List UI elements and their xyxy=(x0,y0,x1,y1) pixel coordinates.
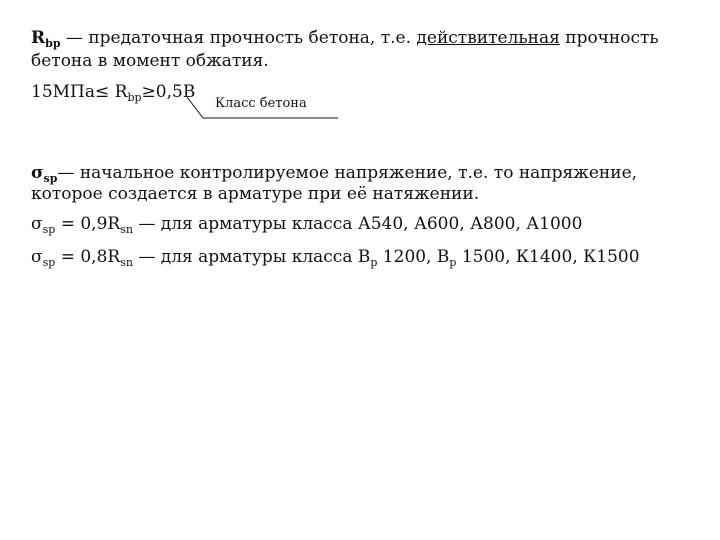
rbp-symbol-subscript: bp xyxy=(45,37,61,50)
formula1-sigma: σ xyxy=(31,214,43,234)
formula2-equation: = 0,8R xyxy=(55,247,121,267)
formula2-bp1-subscript: р xyxy=(370,256,378,269)
formula-0-8 xyxy=(31,247,640,267)
concrete-class-callout: Класс бетона xyxy=(215,96,307,111)
formula2-bp2-subscript: р xyxy=(449,256,457,269)
rbp-definition-text: — предаточная прочность бетона, т.е. xyxy=(60,28,417,48)
formula1-equation: = 0,9R xyxy=(55,214,121,234)
range-formula-left: 15МПа≤ R xyxy=(31,82,128,102)
range-formula-subscript: bp xyxy=(127,91,142,104)
formula2-text-c: 1500, К1400, К1500 xyxy=(456,247,640,267)
formula1-r-subscript: sn xyxy=(120,223,133,236)
formula2-text-a: — для арматуры класса В xyxy=(132,247,371,267)
formula2-sigma: σ xyxy=(31,247,43,267)
range-formula-right: ≥0,5B xyxy=(141,82,196,102)
sigma-definition-line1 xyxy=(31,163,637,183)
sigma-definition-line2: которое создается в арматуре при её натяжении. xyxy=(31,184,480,204)
formula2-text-b: 1200, В xyxy=(377,247,450,267)
sigma-definition-text: — начальное контролируемое напряжение, т.е. то напряжение, xyxy=(57,163,638,183)
rbp-definition-rest: прочность xyxy=(559,28,659,48)
formula2-sigma-subscript: sp xyxy=(42,256,56,269)
rbp-definition-line2: бетона в момент обжатия. xyxy=(31,51,269,71)
rbp-symbol: R xyxy=(31,28,46,48)
formula1-sigma-subscript: sp xyxy=(42,223,56,236)
formula-0-9 xyxy=(31,214,582,234)
sigma-symbol: σ xyxy=(31,163,44,183)
rbp-range-formula xyxy=(31,82,195,102)
formula2-r-subscript: sn xyxy=(120,256,133,269)
sigma-symbol-subscript: sp xyxy=(43,172,58,185)
rbp-underlined-word: действительная xyxy=(416,28,560,48)
rbp-definition-line1 xyxy=(31,28,659,48)
formula1-text: — для арматуры класса А540, А600, А800, А1000 xyxy=(132,214,583,234)
